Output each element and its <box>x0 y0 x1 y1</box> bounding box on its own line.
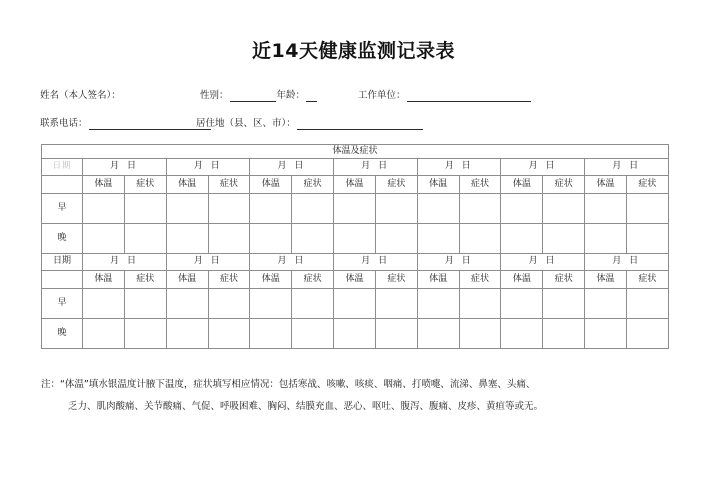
field-name[interactable] <box>40 89 123 102</box>
entry-temperature-cell[interactable] <box>83 194 125 224</box>
subheader-symptom: 症状 <box>375 176 417 194</box>
entry-symptom-cell[interactable] <box>626 319 668 349</box>
field-gender-label: 性别： <box>200 90 229 101</box>
field-age-label: 年龄： <box>276 90 306 101</box>
entry-temperature-cell[interactable] <box>585 194 627 224</box>
date-header-row <box>42 254 669 271</box>
subheader-temperature: 体温 <box>585 271 627 289</box>
entry-temperature-cell[interactable] <box>83 319 125 349</box>
form-row-2 <box>0 117 707 133</box>
entry-temperature-cell[interactable] <box>166 319 208 349</box>
entry-temperature-cell[interactable] <box>334 194 376 224</box>
entry-symptom-cell[interactable] <box>292 289 334 319</box>
entry-temperature-cell[interactable] <box>585 289 627 319</box>
subheader-row <box>42 176 669 194</box>
entry-temperature-cell[interactable] <box>585 224 627 254</box>
entry-symptom-cell[interactable] <box>543 194 585 224</box>
field-gender-rule[interactable] <box>230 90 276 102</box>
entry-temperature-cell[interactable] <box>417 224 459 254</box>
subheader-symptom: 症状 <box>543 176 585 194</box>
subheader-temperature: 体温 <box>83 271 125 289</box>
date-cell[interactable]: 月 日 <box>334 159 418 176</box>
field-residence-label: 居住地（县、区、市）： <box>196 118 296 129</box>
health-monitoring-table <box>41 144 669 349</box>
row-label-morning: 早 <box>42 194 83 224</box>
subheader-temperature: 体温 <box>417 271 459 289</box>
field-phone-rule[interactable] <box>89 118 211 130</box>
subheader-symptom: 症状 <box>459 271 501 289</box>
entry-temperature-cell[interactable] <box>501 319 543 349</box>
subheader-temperature: 体温 <box>585 176 627 194</box>
field-workplace-label: 工作单位： <box>358 90 406 101</box>
entry-temperature-cell[interactable] <box>250 289 292 319</box>
entry-temperature-cell[interactable] <box>417 319 459 349</box>
row-label-evening: 晚 <box>42 319 83 349</box>
footnote-line-2: 乏力、肌肉酸痛、关节酸痛、气促、呼吸困难、胸闷、结膜充血、恶心、呕吐、腹泻、腹痛、皮疹、黄疸等或无。 <box>68 401 544 412</box>
subheader-temperature: 体温 <box>250 176 292 194</box>
field-workplace[interactable] <box>358 89 532 102</box>
subheader-temperature: 体温 <box>334 176 376 194</box>
date-cell[interactable]: 月 日 <box>83 159 167 176</box>
date-header-row <box>42 159 669 176</box>
date-cell[interactable]: 月 日 <box>250 159 334 176</box>
table-row <box>42 194 669 224</box>
table-row <box>42 224 669 254</box>
subheader-symptom: 症状 <box>208 176 250 194</box>
field-phone-label: 联系电话： <box>40 118 88 129</box>
table-row <box>42 319 669 349</box>
entry-temperature-cell[interactable] <box>83 289 125 319</box>
date-cell[interactable]: 月 日 <box>417 159 501 176</box>
entry-symptom-cell[interactable] <box>124 194 166 224</box>
subheader-symptom: 症状 <box>124 271 166 289</box>
entry-temperature-cell[interactable] <box>250 194 292 224</box>
entry-symptom-cell[interactable] <box>626 224 668 254</box>
entry-temperature-cell[interactable] <box>585 319 627 349</box>
entry-temperature-cell[interactable] <box>166 194 208 224</box>
row-label-morning: 早 <box>42 289 83 319</box>
entry-temperature-cell[interactable] <box>250 224 292 254</box>
entry-symptom-cell[interactable] <box>124 224 166 254</box>
entry-temperature-cell[interactable] <box>417 194 459 224</box>
subheader-corner-cell <box>42 176 83 194</box>
entry-temperature-cell[interactable] <box>166 289 208 319</box>
field-workplace-rule[interactable] <box>407 90 531 102</box>
entry-symptom-cell[interactable] <box>375 289 417 319</box>
entry-symptom-cell[interactable] <box>626 194 668 224</box>
entry-symptom-cell[interactable] <box>626 289 668 319</box>
field-phone[interactable] <box>40 117 212 130</box>
date-cell[interactable]: 月 日 <box>166 254 250 271</box>
page-title: 近14天健康监测记录表 <box>252 40 455 62</box>
subheader-symptom: 症状 <box>208 271 250 289</box>
entry-symptom-cell[interactable] <box>208 224 250 254</box>
subheader-symptom: 症状 <box>124 176 166 194</box>
subheader-temperature: 体温 <box>417 176 459 194</box>
subheader-symptom: 症状 <box>626 271 668 289</box>
entry-symptom-cell[interactable] <box>459 289 501 319</box>
subheader-symptom: 症状 <box>459 176 501 194</box>
entry-symptom-cell[interactable] <box>208 289 250 319</box>
subheader-temperature: 体温 <box>250 271 292 289</box>
subheader-symptom: 症状 <box>626 176 668 194</box>
date-row-label: 日期 <box>42 254 83 271</box>
entry-symptom-cell[interactable] <box>543 289 585 319</box>
field-gender-age-group[interactable] <box>200 89 318 102</box>
date-cell[interactable]: 月 日 <box>250 254 334 271</box>
field-name-label: 姓名（本人签名）： <box>40 90 121 101</box>
subheader-symptom: 症状 <box>543 271 585 289</box>
entry-temperature-cell[interactable] <box>334 224 376 254</box>
entry-symptom-cell[interactable] <box>375 224 417 254</box>
health-monitoring-table-wrapper <box>41 144 668 349</box>
entry-temperature-cell[interactable] <box>334 289 376 319</box>
entry-symptom-cell[interactable] <box>208 194 250 224</box>
table-banner-row <box>42 145 669 159</box>
subheader-temperature: 体温 <box>166 271 208 289</box>
subheader-corner-cell <box>42 271 83 289</box>
date-cell[interactable]: 月 日 <box>585 254 669 271</box>
entry-symptom-cell[interactable] <box>292 224 334 254</box>
subheader-symptom: 症状 <box>292 176 334 194</box>
date-cell[interactable]: 月 日 <box>585 159 669 176</box>
entry-temperature-cell[interactable] <box>250 319 292 349</box>
entry-symptom-cell[interactable] <box>292 319 334 349</box>
entry-temperature-cell[interactable] <box>83 224 125 254</box>
subheader-temperature: 体温 <box>83 176 125 194</box>
entry-symptom-cell[interactable] <box>459 224 501 254</box>
entry-temperature-cell[interactable] <box>501 194 543 224</box>
subheader-temperature: 体温 <box>334 271 376 289</box>
entry-symptom-cell[interactable] <box>124 319 166 349</box>
date-cell[interactable]: 月 日 <box>501 159 585 176</box>
subheader-symptom: 症状 <box>292 271 334 289</box>
entry-temperature-cell[interactable] <box>334 319 376 349</box>
entry-temperature-cell[interactable] <box>166 224 208 254</box>
subheader-symptom: 症状 <box>375 271 417 289</box>
entry-symptom-cell[interactable] <box>543 224 585 254</box>
entry-symptom-cell[interactable] <box>375 194 417 224</box>
entry-symptom-cell[interactable] <box>124 289 166 319</box>
date-cell[interactable]: 月 日 <box>166 159 250 176</box>
subheader-temperature: 体温 <box>501 271 543 289</box>
footnote-line-1: 注：“体温”填水银温度计腋下温度，症状填写相应情况：包括寒战、咳嗽、咳痰、咽痛、打喷嚏、流涕、鼻塞、头痛、 <box>41 379 536 390</box>
table-corner-cell: 日期 <box>42 159 83 176</box>
date-cell[interactable]: 月 日 <box>417 254 501 271</box>
entry-symptom-cell[interactable] <box>543 319 585 349</box>
row-label-evening: 晚 <box>42 224 83 254</box>
form-row-1 <box>0 89 707 105</box>
entry-symptom-cell[interactable] <box>375 319 417 349</box>
subheader-row <box>42 271 669 289</box>
table-row <box>42 289 669 319</box>
entry-temperature-cell[interactable] <box>501 224 543 254</box>
subheader-temperature: 体温 <box>166 176 208 194</box>
field-residence[interactable] <box>196 117 424 130</box>
entry-temperature-cell[interactable] <box>501 289 543 319</box>
entry-symptom-cell[interactable] <box>292 194 334 224</box>
table-banner-cell: 体温及症状 <box>42 145 669 159</box>
entry-symptom-cell[interactable] <box>459 194 501 224</box>
entry-symptom-cell[interactable] <box>459 319 501 349</box>
subheader-temperature: 体温 <box>501 176 543 194</box>
field-age-rule[interactable] <box>306 90 317 102</box>
date-cell[interactable]: 月 日 <box>334 254 418 271</box>
entry-symptom-cell[interactable] <box>208 319 250 349</box>
date-cell[interactable]: 月 日 <box>501 254 585 271</box>
date-cell[interactable]: 月 日 <box>83 254 167 271</box>
entry-temperature-cell[interactable] <box>417 289 459 319</box>
field-residence-rule[interactable] <box>297 118 423 130</box>
